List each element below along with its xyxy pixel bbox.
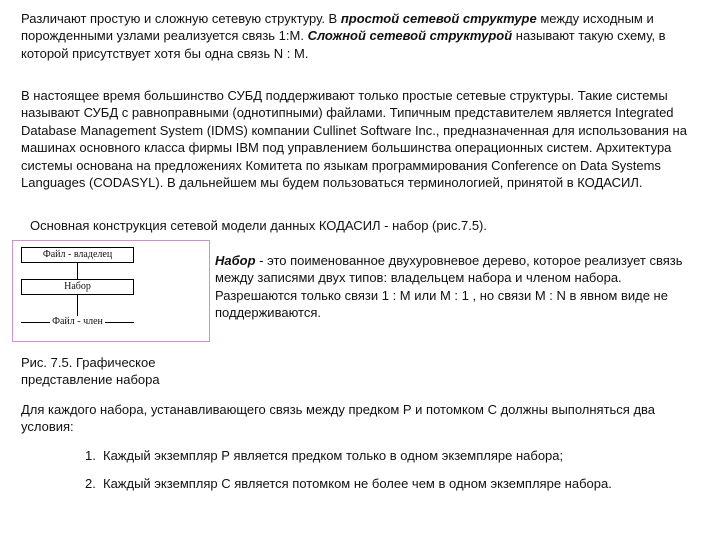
list-item: 2. Каждый экземпляр С является потомком не более чем в одном экземпляре набора. bbox=[85, 476, 612, 491]
list-item: 1. Каждый экземпляр Р является предком только в одном экземпляре набора; bbox=[85, 448, 564, 463]
paragraph-conditions: Для каждого набора, устанавливающего связь между предком Р и потомком С должны выполняться два условия: bbox=[21, 402, 656, 435]
paragraph-idms: В настоящее время большинство СУБД поддерживают только простые сетевые структуры. Такие системы называют СУБД с равноправными (однотипными) файлами. Типичным представителем является Integrated Database Management System (IDMS) компании Cullinet Software Inc., предназначенная для использования на машинах основного класса фирмы IBM под управлением большинства операционных систем. Архитектура системы основана на предложениях Комитета по языкам программирования Conference on Data Systems Languages (CODASYL). В дальнейшем мы будем пользоваться терминологией, принятой в КОДАСИЛ. bbox=[21, 88, 687, 191]
paragraph-network-structures: Различают простую и сложную сетевую структуру. В простой сетевой структуре между исходным и порожденными узлами реализуется связь 1:М. Сложной сетевой структурой называют такую схему, в которой присутствует хотя бы одна связь N : М. bbox=[21, 11, 666, 61]
member-file-label: Файл - член bbox=[21, 315, 134, 329]
term-set: Набор bbox=[215, 253, 256, 268]
paragraph-codasyl-set: Основная конструкция сетевой модели данных КОДАСИЛ - набор (рис.7.5). bbox=[30, 218, 487, 233]
paragraph-set-definition: Набор - это поименованное двухуровневое дерево, которое реализует связь между записями двух типов: владельцем набора и членом набора. Разрешаются только связи 1 : М или М : 1 , но связи М : N в явном виде не поддерживаются. bbox=[215, 253, 683, 321]
set-box: Набор bbox=[21, 279, 134, 295]
figure-caption: Рис. 7.5. Графическое представление набора bbox=[21, 355, 160, 388]
owner-file-box: Файл - владелец bbox=[21, 247, 134, 263]
term-simple-network: простой сетевой структуре bbox=[340, 11, 537, 26]
set-diagram bbox=[12, 240, 210, 342]
term-complex-network: Сложной сетевой структурой bbox=[307, 28, 513, 44]
